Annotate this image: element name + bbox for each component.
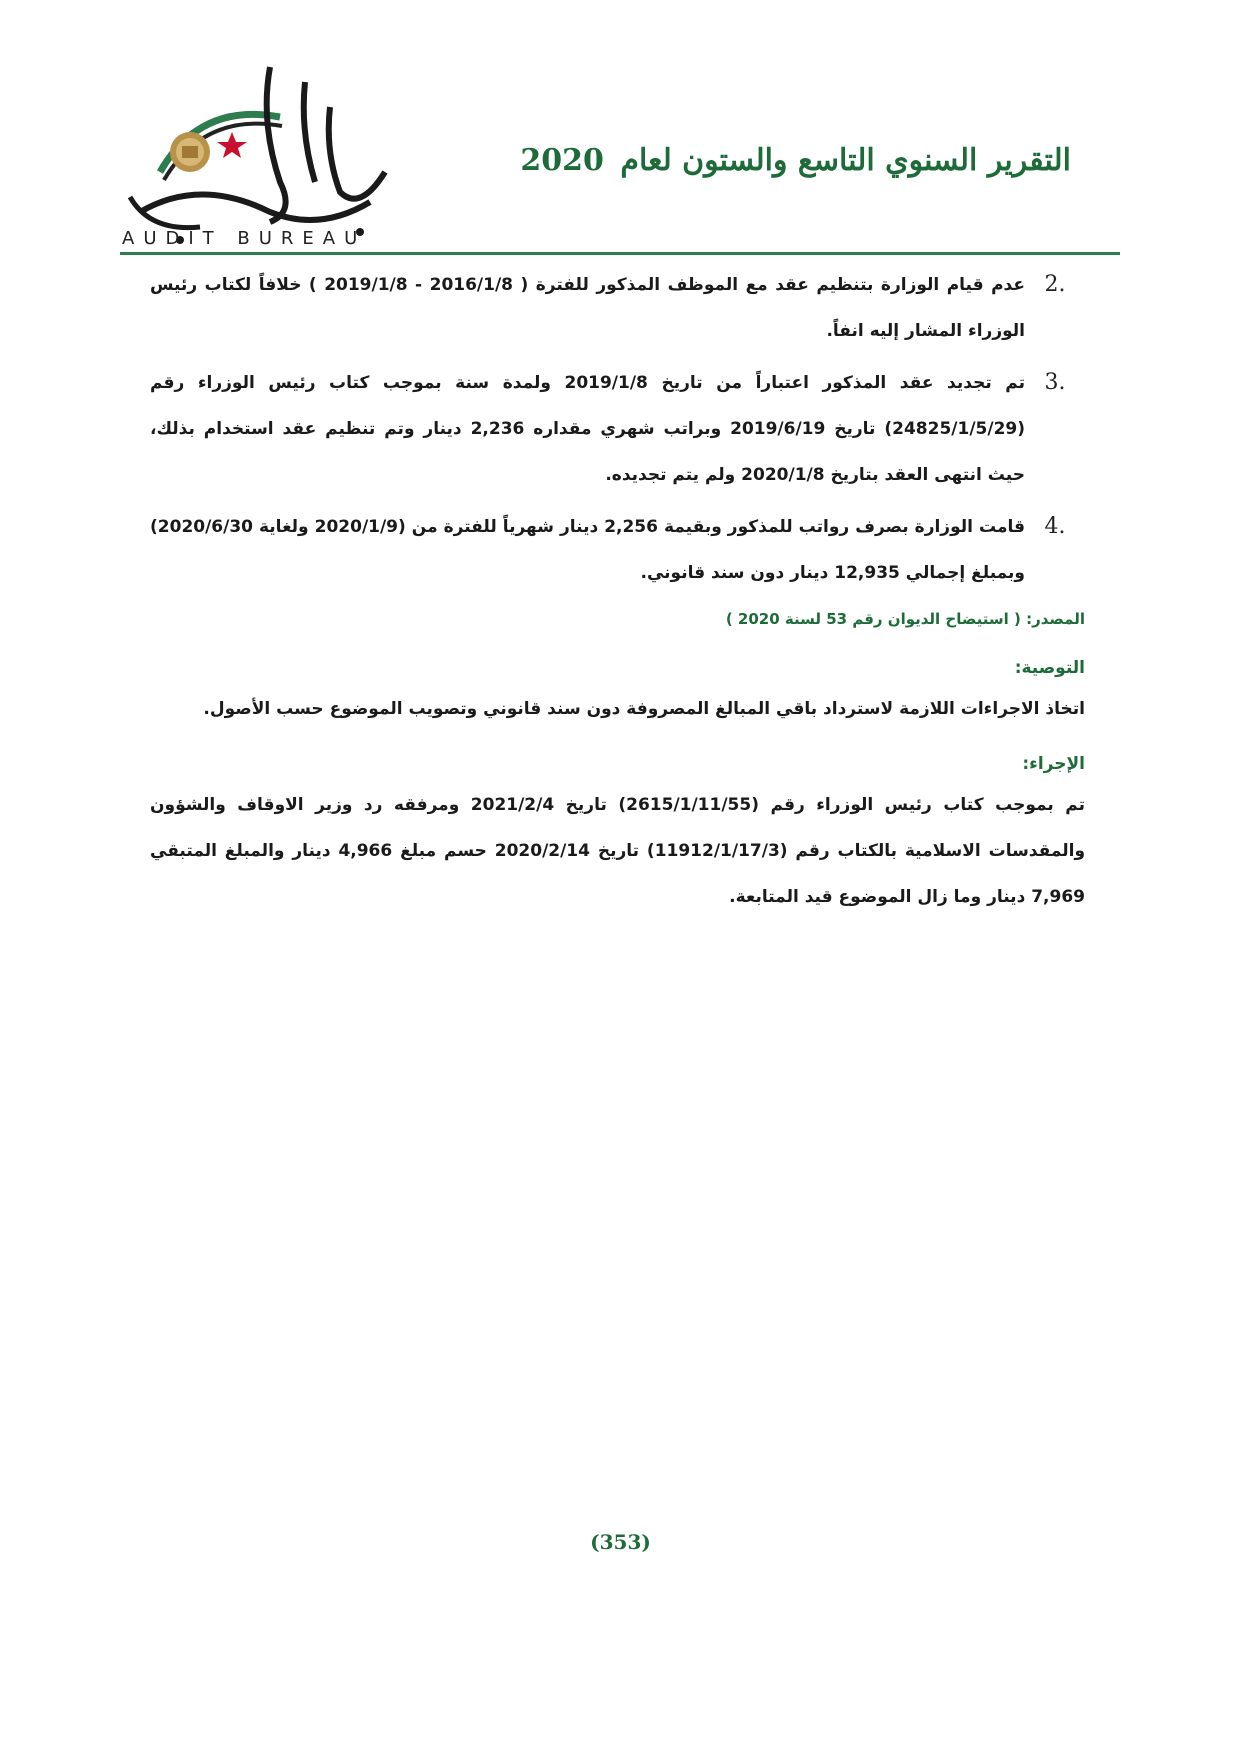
source-note: المصدر: ( استيضاح الديوان رقم 53 لسنة 2020 ) [725,610,1085,628]
page-number: (353) [590,1530,651,1554]
report-title [520,143,1071,178]
action-heading: الإجراء: [1022,754,1085,774]
list-item [150,504,1085,596]
page-content [150,262,1085,920]
audit-bureau-logo [120,62,420,252]
item-text: عدم قيام الوزارة بتنظيم عقد مع الموظف المذكور للفترة ( 2016/1/8 - 2019/1/8 ) خلافاً لكتاب رئيس الوزراء المشار إليه انفاً. [150,275,1025,341]
report-title-text: التقرير السنوي التاسع والستون لعام [620,143,1071,178]
logo-latin-text: AUDIT BUREAU [122,228,367,249]
header-divider [120,252,1120,255]
item-text: قامت الوزارة بصرف رواتب للمذكور وبقيمة 2,256 دينار شهرياً للفترة من (2020/1/9 ولغاية 2020/6/30) وبمبلغ إجمالي 12,935 دينار دون سند قانوني. [150,517,1025,583]
item-number: 4. [1044,514,1066,539]
report-year: 2020 [520,143,604,178]
list-item [150,360,1085,498]
item-number: 3. [1044,370,1066,395]
item-text: تم تجديد عقد المذكور اعتباراً من تاريخ 2019/1/8 ولمدة سنة بموجب كتاب رئيس الوزراء رقم (24825/1/5/29) تاريخ 2019/6/19 وبراتب شهري مقداره 2,236 دينار وتم تنظيم عقد استخدام بذلك، حيث انتهى العقد بتاريخ 2020/1/8 ولم يتم تجديده. [150,373,1026,485]
action-text: تم بموجب كتاب رئيس الوزراء رقم (2615/1/11/55) تاريخ 2021/2/4 ومرفقه رد وزير الاوقاف والشؤون والمقدسات الاسلامية بالكتاب رقم (11912/1/17/3) تاريخ 2020/2/14 حسم مبلغ 4,966 دينار والمبلغ المتبقي 7,969 دينار وما زال الموضوع قيد المتابعة. [150,795,1086,907]
item-number: 2. [1044,272,1066,297]
recommendation-heading: التوصية: [1014,658,1085,678]
page-header [0,0,1241,255]
recommendation-text: اتخاذ الاجراءات اللازمة لاسترداد باقي المبالغ المصروفة دون سند قانوني وتصويب الموضوع حسب الأصول. [203,699,1085,719]
list-item [150,262,1085,354]
